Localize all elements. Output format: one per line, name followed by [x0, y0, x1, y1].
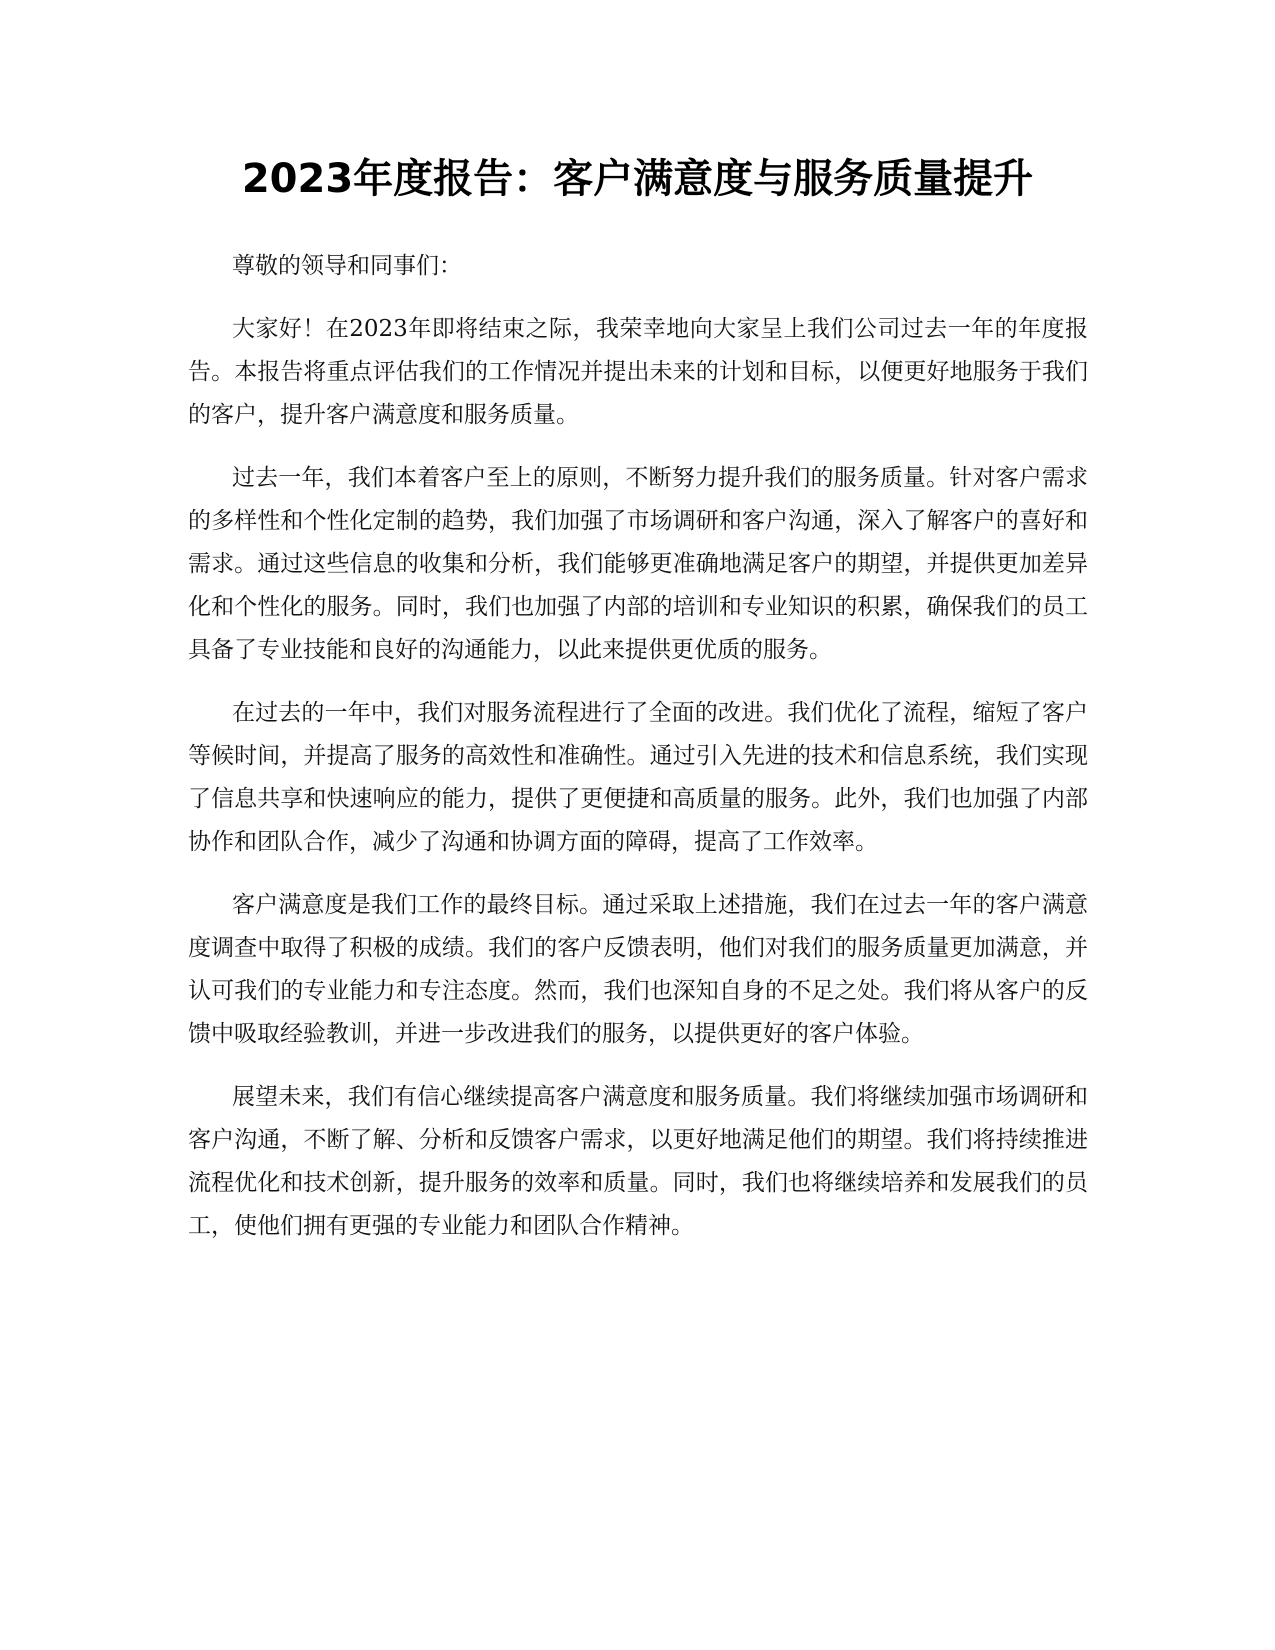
paragraph-service-quality: 过去一年，我们本着客户至上的原则，不断努力提升我们的服务质量。针对客户需求的多样性和个性化定制的趋势，我们加强了市场调研和客户沟通，深入了解客户的喜好和需求。通过这些信息的收集和分析，我们能够更准确地满足客户的期望，并提供更加差异化和个性化的服务。同时，我们也加强了内部的培训和专业知识的积累，确保我们的员工具备了专业技能和良好的沟通能力，以此来提供更优质的服务。 — [188, 465, 1088, 663]
document-body — [188, 245, 1088, 1268]
salutation: 尊敬的领导和同事们： — [232, 253, 462, 279]
page-title: 2023年度报告：客户满意度与服务质量提升 — [241, 156, 1034, 202]
paragraph-intro: 大家好！在2023年即将结束之际，我荣幸地向大家呈上我们公司过去一年的年度报告。本报告将重点评估我们的工作情况并提出未来的计划和目标，以便更好地服务于我们的客户，提升客户满意度和服务质量。 — [188, 316, 1088, 428]
paragraph-outlook: 展望未来，我们有信心继续提高客户满意度和服务质量。我们将继续加强市场调研和客户沟通，不断了解、分析和反馈客户需求，以更好地满足他们的期望。我们将持续推进流程优化和技术创新，提升服务的效率和质量。同时，我们也将继续培养和发展我们的员工，使他们拥有更强的专业能力和团队合作精神。 — [188, 1084, 1088, 1239]
paragraph-process-improvement: 在过去的一年中，我们对服务流程进行了全面的改进。我们优化了流程，缩短了客户等候时间，并提高了服务的高效性和准确性。通过引入先进的技术和信息系统，我们实现了信息共享和快速响应的能力，提供了更便捷和高质量的服务。此外，我们也加强了内部协作和团队合作，减少了沟通和协调方面的障碍，提高了工作效率。 — [188, 700, 1088, 855]
paragraph-customer-satisfaction: 客户满意度是我们工作的最终目标。通过采取上述措施，我们在过去一年的客户满意度调查中取得了积极的成绩。我们的客户反馈表明，他们对我们的服务质量更加满意，并认可我们的专业能力和专注态度。然而，我们也深知自身的不足之处。我们将从客户的反馈中吸取经验教训，并进一步改进我们的服务，以提供更好的客户体验。 — [188, 892, 1088, 1047]
